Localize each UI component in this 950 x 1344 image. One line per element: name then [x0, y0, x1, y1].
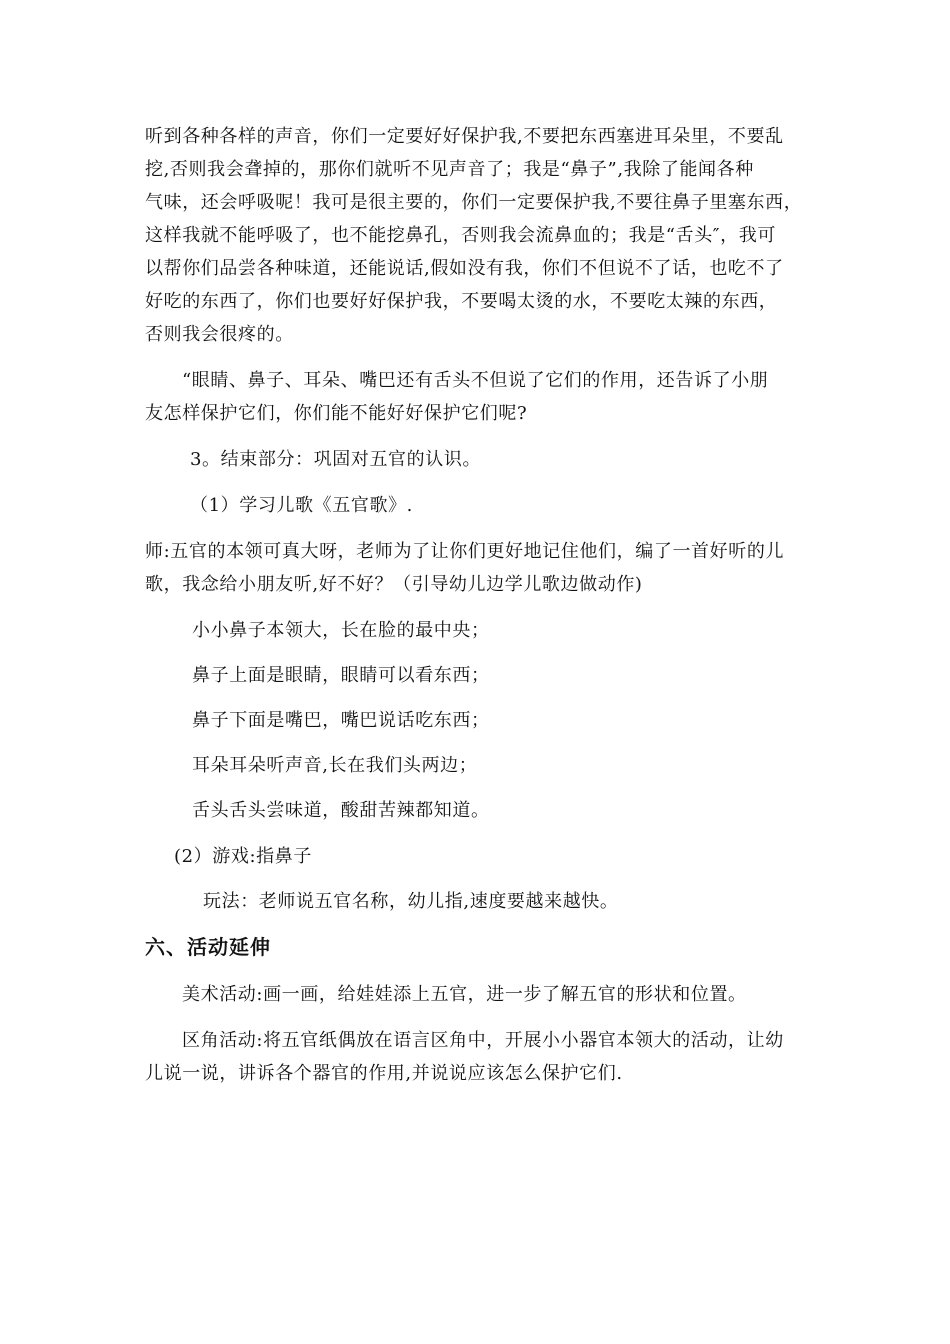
section-3-title: 3。结束部分：巩固对五官的认识。	[190, 449, 482, 470]
corner-activity-line-2: 儿说一说，讲诉各个器官的作用,并说说应该怎么保护它们.	[145, 1063, 623, 1084]
intro-line-4: 这样我就不能呼吸了，也不能挖鼻孔，否则我会流鼻血的；我是“舌头″，我可	[145, 225, 776, 246]
poem-line-2: 鼻子上面是眼睛，眼睛可以看东西；	[192, 665, 490, 686]
poem-line-3: 鼻子下面是嘴巴，嘴巴说话吃东西；	[192, 710, 490, 731]
intro-line-3: 气味，还会呼吸呢！我可是很主要的，你们一定要保护我,不要往鼻子里塞东西，	[145, 192, 803, 213]
intro-line-6: 好吃的东西了，你们也要好好保护我，不要喝太烫的水，不要吃太辣的东西，	[145, 291, 778, 312]
game-rules: 玩法：老师说五官名称，幼儿指,速度要越来越快。	[203, 891, 619, 912]
teacher-line-1: 师:五官的本领可真大呀，老师为了让你们更好地记住他们，编了一首好听的儿	[145, 541, 785, 562]
summary-line-1: “眼睛、鼻子、耳朵、嘴巴还有舌头不但说了它们的作用，还告诉了小朋	[182, 370, 769, 391]
intro-line-5: 以帮你们品尝各种味道，还能说话,假如没有我，你们不但说不了话，也吃不了	[145, 258, 784, 279]
teacher-line-2: 歌，我念给小朋友听,好不好？（引导幼儿边学儿歌边做动作)	[145, 574, 643, 595]
corner-activity-line-1: 区角活动:将五官纸偶放在语言区角中，开展小小器官本领大的活动，让幼	[182, 1030, 784, 1051]
item-1-title: （1）学习儿歌《五官歌》.	[190, 495, 413, 516]
intro-line-2: 挖,否则我会聋掉的，那你们就听不见声音了；我是“鼻子”,我除了能闻各种	[145, 159, 754, 180]
summary-line-2: 友怎样保护它们，你们能不能好好保护它们呢?	[145, 403, 528, 424]
section-6-heading: 六、活动延伸	[145, 935, 271, 959]
item-2-title: (2）游戏:指鼻子	[174, 846, 312, 867]
art-activity: 美术活动:画一画，给娃娃添上五官，进一步了解五官的形状和位置。	[182, 984, 747, 1005]
poem-line-1: 小小鼻子本领大，长在脸的最中央；	[192, 620, 490, 641]
poem-line-4: 耳朵耳朵听声音,长在我们头两边；	[192, 755, 478, 776]
intro-line-7: 否则我会很疼的。	[145, 324, 294, 345]
intro-line-1: 听到各种各样的声音，你们一定要好好保护我,不要把东西塞进耳朵里，不要乱	[145, 126, 784, 147]
poem-line-5: 舌头舌头尝味道，酸甜苦辣都知道。	[192, 800, 490, 821]
